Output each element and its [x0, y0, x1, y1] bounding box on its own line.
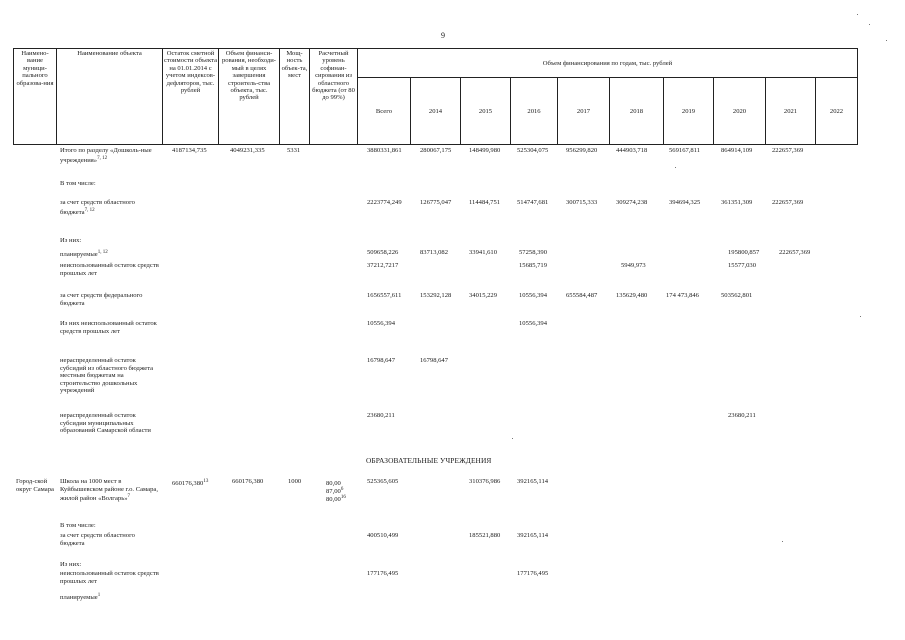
row-planned-value: 222657,369	[779, 249, 811, 256]
header-municipality: Наимено-вание муници-пального образова-ния	[14, 49, 57, 145]
row-school-name: Школа на 1000 мест в Куйбышевском районе г.о. Самара, жилой район «Волгарь»$^7$	[60, 478, 158, 503]
row-planned-value: 83713,082	[420, 249, 449, 256]
scan-speck	[782, 541, 783, 542]
header-cofinancing-level: Расчетный уровень софинан-сирования из областного бюджета (от 80 до 99%)	[310, 49, 358, 145]
row-total-value: 956299,820	[566, 147, 598, 154]
row-federal-budget-value: 503562,801	[721, 292, 753, 299]
scan-speck	[869, 24, 870, 25]
row-undistributed-subsidies-value: 16798,647	[420, 357, 449, 364]
scan-speck	[886, 40, 887, 41]
row-undistributed-subsidies-value: 16798,647	[367, 357, 396, 364]
row-planned-value: 509658,226	[367, 249, 399, 256]
scan-speck	[675, 167, 676, 168]
row-regional-budget-value: 309274,238	[616, 199, 648, 206]
row-unused-balance-value: 37212,7217	[367, 262, 399, 269]
row-undistributed-municipal-value: 23680,211	[367, 412, 395, 419]
header-year-2021: 2021	[766, 78, 816, 145]
row-regional-budget-value: 394694,325	[669, 199, 701, 206]
row-unused-balance-value: 15685,719	[519, 262, 548, 269]
header-remaining-cost: Остаток сметной стоимости объекта на 01.01.2014 с учетом индексов-дефляторов, тыс. рублей	[163, 49, 219, 145]
row-federal-unused-value: 10556,394	[519, 320, 548, 327]
row-federal-unused-value: 10556,394	[367, 320, 396, 327]
table-header	[13, 48, 858, 145]
row-regional-budget-name: за счет средств областного бюджета$^{7, 12}$	[60, 199, 135, 216]
row-federal-budget-value: 1656557,611	[367, 292, 402, 299]
row-school-capacity: 1000	[288, 478, 302, 485]
row-school-municipality: Город-ской округ Самара	[16, 478, 54, 493]
row-total-value: 444903,718	[616, 147, 648, 154]
row-total-remaining-cost: 4187134,735	[172, 147, 207, 154]
row-regional-budget-value: 222657,369	[772, 199, 804, 206]
row-undistributed-municipal-name: нераспределенный остаток субсидии муниципальных образований Самарской области	[60, 412, 151, 435]
header-by-year: Объем финансирования по годам, тыс. рублей	[358, 49, 858, 78]
row-school-planned-name: планируемые$^1$	[60, 593, 101, 602]
row-school-regional-name: за счет средств областного бюджета	[60, 532, 135, 547]
row-regional-budget-value: 300715,333	[566, 199, 598, 206]
row-unused-balance-name: неиспользованный остаток средств прошлых лет	[60, 262, 159, 277]
row-school-unused-name: неиспользованный остаток средств прошлых лет	[60, 570, 159, 585]
scan-speck	[857, 14, 858, 15]
row-school-unused-value: 177176,495	[367, 570, 399, 577]
row-total-value: 3880331,861	[367, 147, 402, 154]
row-total-value: 569167,811	[669, 147, 701, 154]
row-federal-budget-value: 135629,480	[616, 292, 648, 299]
row-regional-budget-value: 361351,309	[721, 199, 753, 206]
row-undistributed-municipal-value: 23680,211	[728, 412, 756, 419]
row-total-value: 864914,109	[721, 147, 753, 154]
row-total-name: Итого по разделу «Дошколь-ные учреждения»$^{7, 12}$	[60, 147, 152, 164]
header-year-2019: 2019	[664, 78, 714, 145]
row-total-value: 148499,980	[469, 147, 501, 154]
row-total-capacity: 5331	[287, 147, 301, 154]
header-year-2018: 2018	[610, 78, 664, 145]
row-school-including-label: В том числе:	[60, 522, 96, 529]
row-unused-balance-value: 5949,973	[621, 262, 646, 269]
header-year-2015: 2015	[461, 78, 511, 145]
row-school-remaining-cost: 660176,380$^{13}$	[172, 479, 209, 488]
header-year-2022: 2022	[816, 78, 858, 145]
row-total-financing-volume: 4049231,335	[230, 147, 265, 154]
header-year-2017: 2017	[558, 78, 610, 145]
header-year-2020: 2020	[714, 78, 766, 145]
scan-speck	[512, 438, 513, 439]
row-school-cofinancing: 80,00	[326, 480, 341, 488]
row-school-value: 525365,605	[367, 478, 399, 485]
row-planned-value: 33941,610	[469, 249, 498, 256]
header-year-2016: 2016	[511, 78, 558, 145]
row-regional-budget-value: 2223774,249	[367, 199, 402, 206]
row-total-value: 222657,369	[772, 147, 804, 154]
section-title: ОБРАЗОВАТЕЛЬНЫЕ УЧРЕЖДЕНИЯ	[366, 456, 492, 465]
row-school-cofinancing: 87,00$^6$	[326, 487, 344, 496]
header-year-total: Всего	[358, 78, 411, 145]
header-capacity: Мощ-ность объек-та, мест	[280, 49, 310, 145]
header-financing-volume: Объем финанси-рования, необходи-мый в целях завершения строитель-ства объекта, тыс. рублей	[219, 49, 280, 145]
row-total-value: 525304,075	[517, 147, 549, 154]
row-school-value: 310376,986	[469, 478, 501, 485]
row-total-value: 280067,175	[420, 147, 452, 154]
row-including-label: В том числе:	[60, 180, 96, 187]
row-federal-budget-value: 655584,487	[566, 292, 598, 299]
row-school-regional-value: 185521,880	[469, 532, 501, 539]
row-unused-balance-value: 15577,030	[728, 262, 757, 269]
row-federal-budget-value: 10556,394	[519, 292, 548, 299]
row-school-financing-volume: 660176,380	[232, 478, 264, 485]
header-object-name: Наименование объекта	[57, 49, 163, 145]
row-school-regional-value: 392165,114	[517, 532, 549, 539]
row-school-regional-value: 400510,499	[367, 532, 399, 539]
row-federal-budget-value: 34015,229	[469, 292, 498, 299]
row-federal-unused-name: Из них неиспользованный остаток средств прошлых лет	[60, 320, 157, 335]
row-planned-name: планируемые$^{1, 12}$	[60, 250, 108, 259]
row-federal-budget-name: за счет средств федерального бюджета	[60, 292, 143, 307]
row-federal-budget-value: 153292,128	[420, 292, 452, 299]
row-regional-budget-value: 514747,681	[517, 199, 549, 206]
row-regional-budget-value: 114484,751	[469, 199, 501, 206]
row-school-cofinancing: 80,00$^{16}$	[326, 495, 346, 504]
row-school-of-them-label: Из них:	[60, 561, 82, 568]
page-number: 9	[441, 31, 445, 40]
row-planned-value: 195800,857	[728, 249, 760, 256]
row-undistributed-subsidies-name: нераспределенный остаток субсидий из областного бюджета местным бюджетам на строительство дошкольных учреждений	[60, 357, 154, 395]
scan-speck	[860, 316, 861, 317]
row-planned-value: 57258,390	[519, 249, 548, 256]
row-regional-budget-value: 126775,047	[420, 199, 452, 206]
row-federal-budget-value: 174 473,846	[666, 292, 699, 299]
row-school-unused-value: 177176,495	[517, 570, 549, 577]
header-year-2014: 2014	[411, 78, 461, 145]
row-school-value: 392165,114	[517, 478, 549, 485]
row-of-them-label: Из них:	[60, 237, 82, 244]
